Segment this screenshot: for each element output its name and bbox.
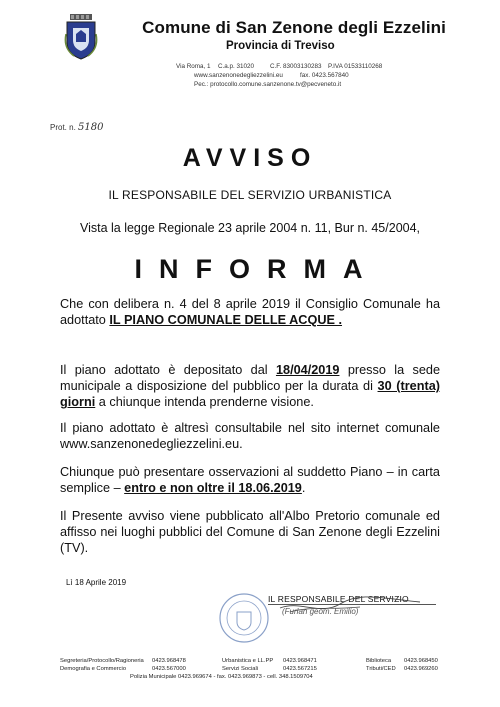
header-fax: fax. 0423.567840 [300,72,349,79]
protocol-handwritten-number: 5180 [78,122,104,133]
signer-name: (Furlan geom. Emilio) [282,607,359,616]
informa-heading: INFORMA [134,254,380,284]
footer-phone: 0423.968478 [152,658,186,664]
paragraph-deposit: Il piano adottato è depositato dal 18/04/2019 presso la sede municipale a disposizione del pubblico per la durata di 30 (trenta) giorni a chiunque intenda prenderne visione. [60,363,441,409]
municipality-title: Comune di San Zenone degli Ezzelini [142,18,446,37]
footer-police-contacts: Polizia Municipale 0423.969674 - fax. 0423.969873 - cell. 348.1509704 [130,674,313,680]
header-address: Via Roma, 1 [176,63,211,70]
paragraph-observations: Chiunque può presentare osservazioni al suddetto Piano – in carta semplice – entro e non oltre il 18.06.2019. [60,465,440,495]
paragraph-deliberation: Che con delibera n. 4 del 8 aprile 2019 il Consiglio Comunale ha adottato IL PIANO COMUNALE DELLE ACQUE . [60,297,440,327]
deposit-date: 18/04/2019 [275,363,340,377]
document-date: Lì 18 Aprile 2019 [66,578,127,587]
footer-label: Urbanistica e LL.PP [222,658,274,664]
footer-label: Servizi Sociali [222,666,259,672]
footer-label: Segreteria/Protocollo/Ragioneria [60,658,144,664]
footer-phone: 0423.968450 [404,658,438,664]
protocol-number [50,122,103,133]
header-website[interactable]: www.sanzenonedegliezzelini.eu [194,72,283,79]
footer-label: Tributi/CED [366,666,396,672]
footer-label: Biblioteca [366,658,392,664]
footer-phone: 0423.567215 [283,666,317,672]
footer-phone: 0423.567000 [152,666,186,672]
paragraph-publication: Il Presente avviso viene pubblicato all'Albo Pretorio comunale ed affisso nei luoghi pubblici del Comune di San Zenone degli Ezzelini (TV). [60,509,440,555]
header-cap: C.a.p. 31020 [218,63,255,70]
header-pec[interactable]: Pec.: protocollo.comune.sanzenone.tv@pecveneto.it [194,81,342,88]
deadline-date: entro e non oltre il 18.06.2019 [124,481,302,495]
notice-heading: AVVISO [182,144,318,172]
legal-reference: Vista la legge Regionale 23 aprile 2004 n. 11, Bur n. 45/2004, [79,221,421,235]
official-stamp-icon [218,592,270,644]
header-cf: C.F. 83003130283 [270,63,322,70]
issuer-line: IL RESPONSABILE DEL SERVIZIO URBANISTICA [108,188,392,202]
footer-phone: 0423.968471 [283,658,317,664]
footer-phone: 0423.969260 [404,666,438,672]
signature-title: IL RESPONSABILE DEL SERVIZIO [268,594,409,604]
footer-label: Demografia e Commercio [60,666,127,672]
province-subtitle: Provincia di Treviso [226,40,335,52]
header-piva: P.IVA 01533110268 [328,63,383,70]
deposit-duration: 30 (trenta) giorni [60,379,440,409]
protocol-label: Prot. n. [50,123,76,132]
plan-name: IL PIANO COMUNALE DELLE ACQUE . [109,313,343,327]
paragraph-website: Il piano adottato è altresì consultabile nel sito internet comunale www.sanzenonedegliezzelini.eu. [60,421,440,451]
